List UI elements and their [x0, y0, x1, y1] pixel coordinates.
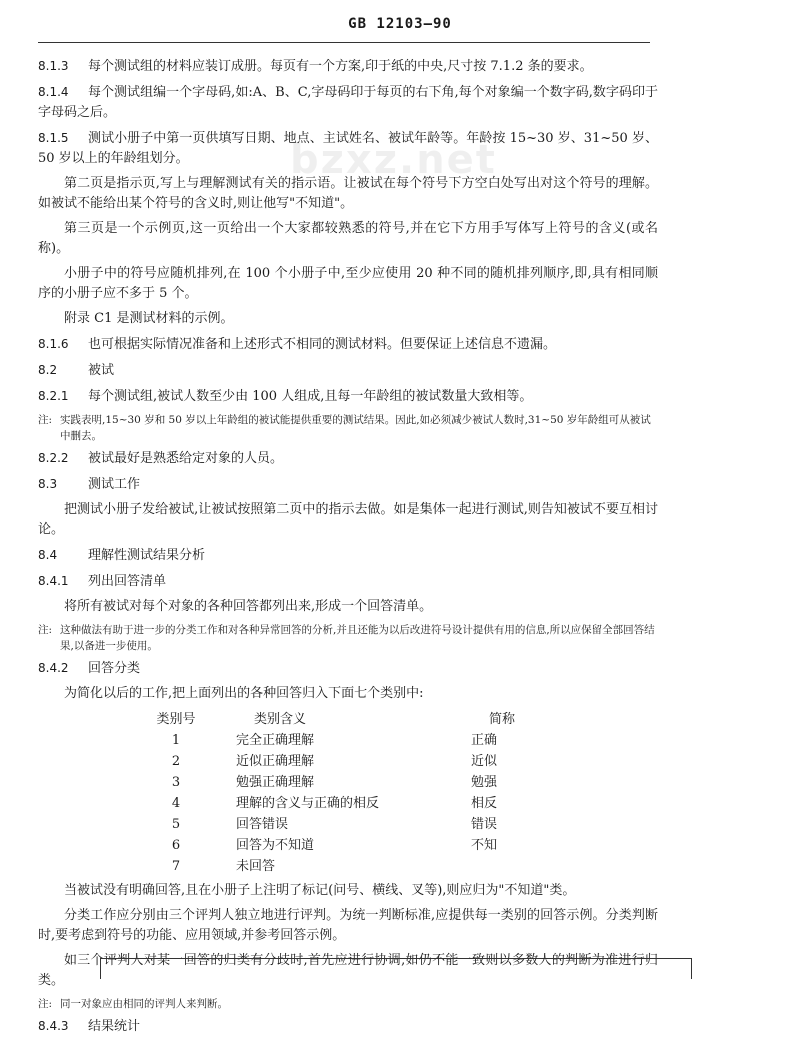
table-cell: 勉强: [471, 774, 498, 790]
table-cell: 回答错误: [236, 816, 289, 832]
section-paragraph: [38, 386, 658, 407]
body-paragraph: 如三个评判人对某一回答的归类有分歧时,首先应进行协调,如仍不能一致则以多数人的判断为准进行归类。: [38, 953, 658, 988]
note-text: 这种做法有助于进一步的分类工作和对各种异常回答的分析,并且还能为以后改进符号设计提供有用的信息,所以应保留全部回答结果,以备进一步使用。: [60, 624, 655, 652]
table-cell: 完全正确理解: [236, 732, 315, 748]
bottom-table-frame: [100, 958, 692, 979]
section-number: 8.4.3: [38, 1019, 69, 1033]
body-paragraph: 小册子中的符号应随机排列,在 100 个小册子中,至少应使用 20 种不同的随机排列顺序,即,具有相同顺序的小册子应不多于 5 个。: [38, 266, 658, 301]
table-cell: 近似: [471, 753, 498, 769]
section-number: 8.4.1: [38, 574, 69, 588]
table-cell: 6: [171, 837, 181, 853]
body-paragraph: 第二页是指示页,写上与理解测试有关的指示语。让被试在每个符号下方空白处写出对这个符号的理解。如被试不能给出某个符号的含义时,则让他写"不知道"。: [38, 176, 658, 211]
section-number: 8.4.2: [38, 661, 69, 675]
table-cell: 不知: [471, 837, 498, 853]
section-number: 8.2: [38, 363, 58, 377]
section-paragraph: [38, 1016, 658, 1037]
table-cell: 5: [171, 816, 181, 832]
table-cell: 7: [171, 858, 181, 874]
table-row: [38, 772, 658, 793]
section-paragraph: [38, 334, 658, 355]
body-paragraph: 当被试没有明确回答,且在小册子上注明了标记(问号、横线、叉等),则应归为"不知道"类。: [64, 883, 576, 898]
category-table: [38, 709, 658, 877]
table-cell: 近似正确理解: [236, 753, 315, 769]
section-text: 每个测试组编一个字母码,如:A、B、C,字母码印于每页的右下角,每个对象编一个数字码,数字码印于字母码之后。: [38, 85, 658, 120]
section-number: 8.2.2: [38, 451, 69, 465]
section-number: 8.3: [38, 477, 58, 491]
table-row: [38, 793, 658, 814]
document-body: [38, 56, 658, 1042]
body-paragraph: 分类工作应分别由三个评判人独立地进行评判。为统一判断标准,应提供每一类别的回答示例。分类判断时,要考虑到符号的功能、应用领域,并参考回答示例。: [38, 908, 658, 943]
table-row: [38, 814, 658, 835]
category-table-header: [38, 709, 658, 730]
section-number: 8.1.6: [38, 337, 69, 351]
note-label: 注:: [38, 414, 53, 426]
header-rule: [38, 42, 650, 43]
section-paragraph: [38, 128, 658, 183]
body-paragraph: 为简化以后的工作,把上面列出的各种回答归入下面七个类别中:: [64, 686, 424, 701]
section-number: 8.4: [38, 548, 58, 562]
table-header-cell: 类别含义: [254, 711, 307, 727]
note-paragraph: [38, 412, 658, 444]
table-cell: 错误: [471, 816, 498, 832]
section-paragraph: [38, 545, 658, 566]
section-number: 8.1.4: [38, 85, 69, 99]
table-row: [38, 751, 658, 772]
section-paragraph: [38, 448, 658, 469]
section-text: 每个测试组的材料应装订成册。每页有一个方案,印于纸的中央,尺寸按 7.1.2 条的要求。: [88, 59, 593, 74]
table-cell: 勉强正确理解: [236, 774, 315, 790]
table-row: [38, 835, 658, 856]
note-paragraph: [38, 622, 658, 654]
table-cell: 4: [171, 795, 181, 811]
section-number: 8.1.3: [38, 59, 69, 73]
section-text: 列出回答清单: [88, 574, 167, 589]
note-label: 注:: [38, 998, 53, 1010]
section-number: 8.1.5: [38, 131, 69, 145]
table-cell: 正确: [471, 732, 498, 748]
table-header-cell: 简称: [489, 711, 516, 727]
note-label: 注:: [38, 624, 53, 636]
watermark: bzxz.net: [290, 137, 497, 183]
section-text: 也可根据实际情况准备和上述形式不相同的测试材料。但要保证上述信息不遗漏。: [88, 337, 557, 352]
section-paragraph: [38, 571, 658, 592]
table-cell: 3: [171, 774, 181, 790]
table-row: [38, 730, 658, 751]
section-paragraph: [38, 360, 658, 381]
section-text: 被试: [88, 363, 115, 378]
section-text: 理解性测试结果分析: [88, 548, 206, 563]
table-cell: 2: [171, 753, 181, 769]
section-paragraph: [38, 474, 658, 495]
note-text: 实践表明,15~30 岁和 50 岁以上年龄组的被试能提供重要的测试结果。因此,如必须减少被试人数时,31~50 岁年龄组可从被试中删去。: [60, 414, 651, 442]
note-paragraph: [38, 996, 658, 1012]
table-cell: 未回答: [236, 858, 276, 874]
standard-number-header: GB 12103—90: [348, 16, 452, 32]
table-cell: 理解的含义与正确的相反: [236, 795, 380, 811]
section-number: 8.2.1: [38, 389, 69, 403]
section-text: 被试最好是熟悉给定对象的人员。: [88, 451, 284, 466]
section-text: 回答分类: [88, 661, 141, 676]
section-text: 每个测试组,被试人数至少由 100 人组成,且每一年龄组的被试数量大致相等。: [88, 389, 533, 404]
section-paragraph: [38, 56, 658, 77]
note-text: 同一对象应由相同的评判人来判断。: [60, 998, 228, 1010]
section-text: 结果统计: [88, 1019, 141, 1034]
table-header-cell: 类别号: [156, 711, 196, 727]
table-cell: 回答为不知道: [236, 837, 315, 853]
body-paragraph: 把测试小册子发给被试,让被试按照第二页中的指示去做。如是集体一起进行测试,则告知被试不要互相讨论。: [38, 502, 658, 537]
body-paragraph: 将所有被试对每个对象的各种回答都列出来,形成一个回答清单。: [64, 599, 433, 614]
table-cell: 1: [171, 732, 181, 748]
section-paragraph: [38, 82, 658, 123]
table-cell: 相反: [471, 795, 498, 811]
section-text: 测试工作: [88, 477, 141, 492]
table-row: [38, 856, 658, 877]
section-paragraph: [38, 658, 658, 679]
body-paragraph: 第三页是一个示例页,这一页给出一个大家都较熟悉的符号,并在它下方用手写体写上符号的含义(或名称)。: [38, 221, 658, 256]
body-paragraph: 附录 C1 是测试材料的示例。: [64, 311, 234, 326]
section-text: 测试小册子中第一页供填写日期、地点、主试姓名、被试年龄等。年龄按 15~30 岁、31~50 岁、50 岁以上的年龄组划分。: [38, 131, 658, 166]
